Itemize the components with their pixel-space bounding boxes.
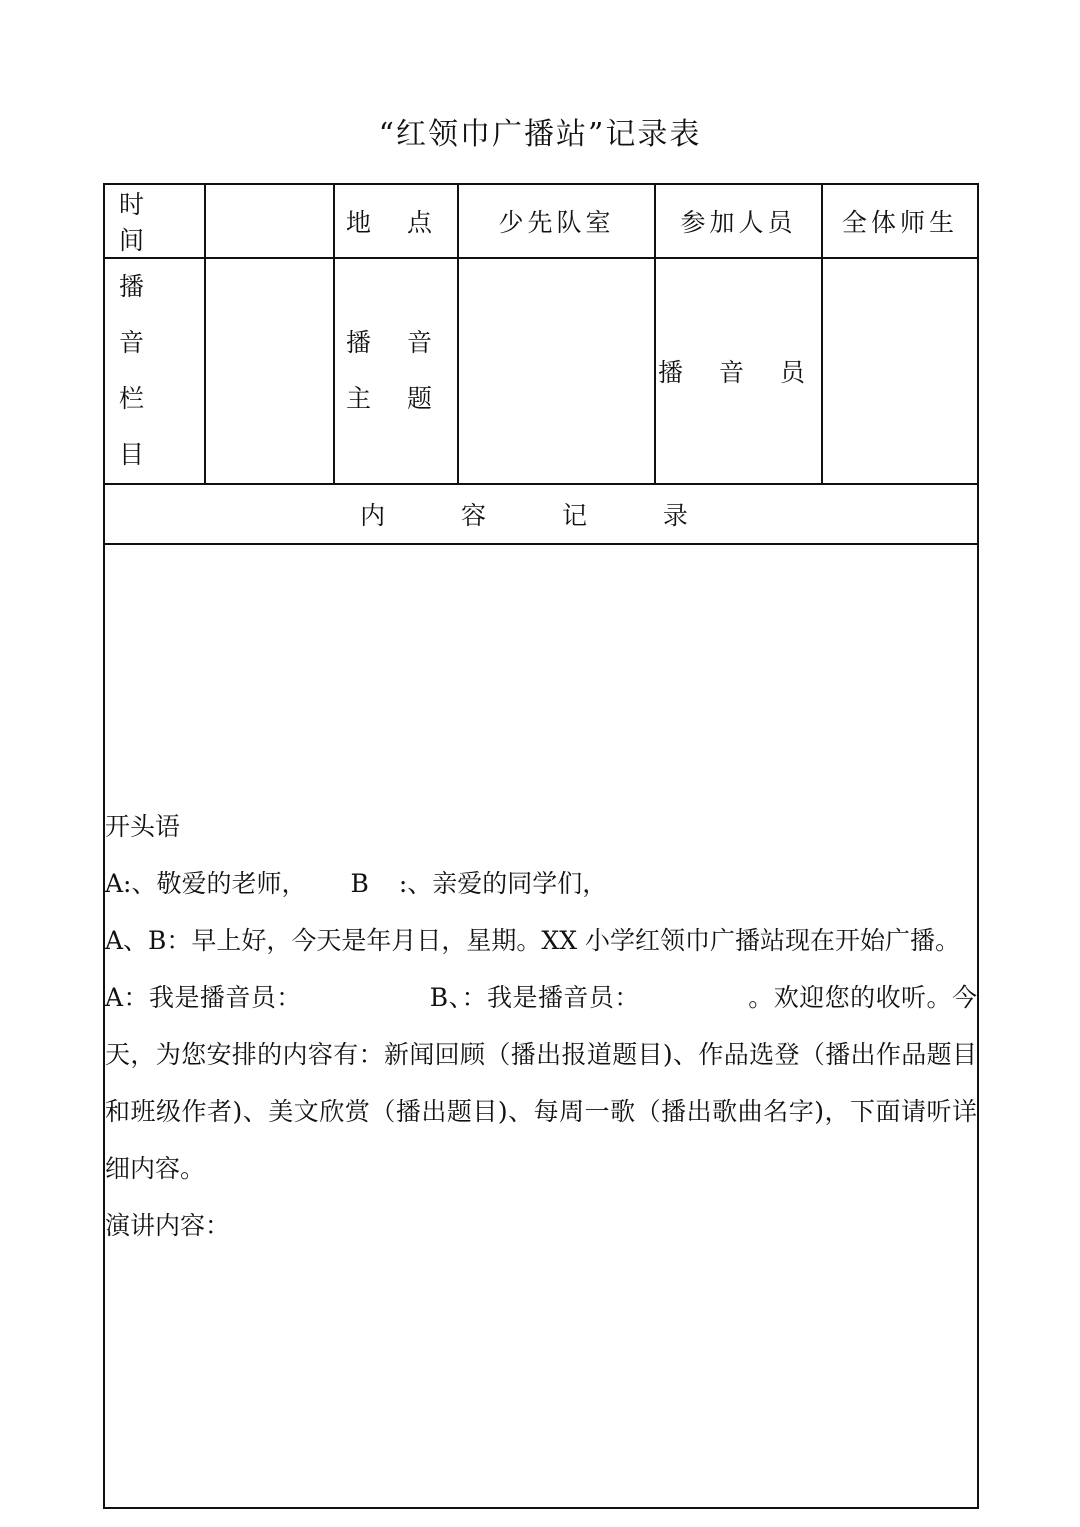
greeting-b: :、亲爱的同学们， [398,869,608,898]
column-label-line2: 栏 目 [119,384,159,469]
greeting-line [105,855,977,912]
content-heading-row [104,484,978,544]
participants-label: 参加人员 [655,184,822,258]
greeting-a: A:、敬爱的老师， [105,869,307,898]
column-label-line1: 播 音 [119,272,159,357]
greeting-b-mark: B [350,869,369,898]
announcer-value[interactable] [822,258,978,484]
announcer-b: B、：我是播音员： [429,983,640,1012]
record-table [103,183,979,1509]
announcer-label: 播 音 员 [655,258,822,484]
page-title: “红领巾广播站”记录表 [378,117,702,152]
broadcast-row [104,258,978,484]
place-value[interactable]: 少先队室 [458,184,655,258]
column-value[interactable] [205,258,334,484]
content-row [104,544,978,1508]
participants-value[interactable]: 全体师生 [822,184,978,258]
topic-label-line1: 播 音 [346,328,446,357]
header-row [104,184,978,258]
intro-text: 。欢迎您的收听。今天，为您安排的内容有：新闻回顾（播出报道题目)、作品选登（播出作品题目和班级作者)、美文欣赏（播出题目)、每周一歌（播出歌曲名字)，下面请听详细内容。 [105,983,977,1183]
morning-line: A、B：早上好，今天是年月日，星期。XX 小学红领巾广播站现在开始广播。 [105,926,960,955]
column-label [104,258,205,484]
content-record-area[interactable] [104,544,978,1508]
topic-label [334,258,458,484]
time-value[interactable] [205,184,334,258]
intro-paragraph [105,969,977,1197]
announcer-a: A：我是播音员： [105,983,302,1012]
content-heading: 内 容 记 录 [104,484,978,544]
topic-label-line2: 主 题 [346,384,446,413]
opening-label: 开头语 [105,812,181,841]
place-label: 地 点 [334,184,458,258]
speech-label: 演讲内容： [105,1211,231,1240]
time-label: 时 间 [104,184,205,258]
topic-value[interactable] [458,258,655,484]
